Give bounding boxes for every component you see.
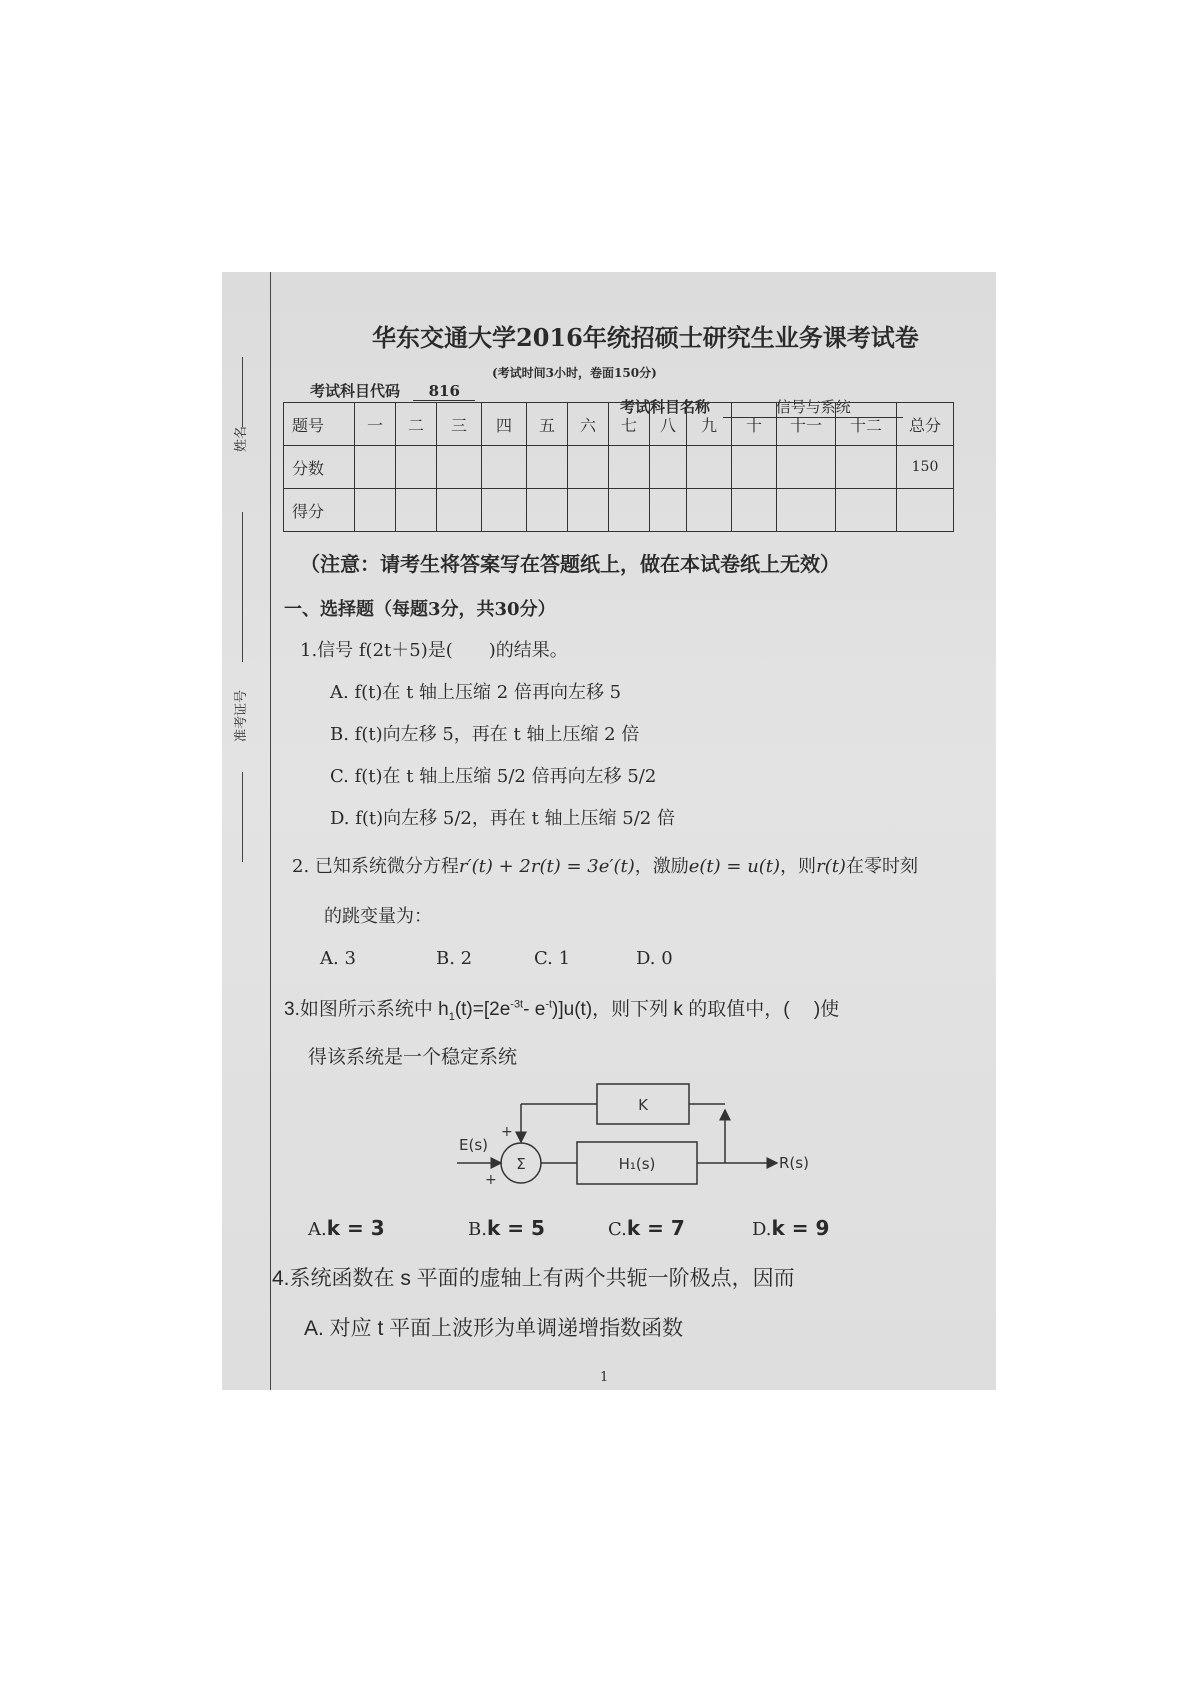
table-cell — [897, 489, 954, 532]
block-diagram — [457, 1082, 837, 1202]
table-cell: 三 — [437, 403, 482, 446]
table-cell: 分数 — [284, 446, 355, 489]
table-cell — [836, 446, 897, 489]
table-row — [284, 403, 954, 446]
page-number: 1 — [600, 1370, 609, 1385]
table-cell: 一 — [355, 403, 396, 446]
id-label: 准考证号 — [234, 689, 249, 742]
table-cell: 九 — [687, 403, 732, 446]
subject-name-value: 信号与系统 — [723, 396, 903, 418]
option-letter: B. — [468, 1219, 487, 1240]
table-row — [284, 446, 954, 489]
table-cell — [437, 446, 482, 489]
table-cell — [609, 489, 650, 532]
question-3-line2: 得该系统是一个稳定系统 — [308, 1047, 518, 1068]
table-cell — [687, 446, 732, 489]
table-cell: 十 — [732, 403, 777, 446]
id-field-line — [242, 512, 243, 662]
option-letter: C. — [608, 1219, 627, 1240]
table-cell — [568, 446, 609, 489]
question-2-equation: r′(t) + 2r(t) = 3e′(t) — [458, 856, 635, 877]
table-cell — [650, 446, 687, 489]
table-cell: 四 — [482, 403, 527, 446]
question-3-mid: (t)=[2e — [454, 999, 511, 1020]
question-2-r-symbol: r(t) — [816, 856, 846, 877]
question-2-mid2: ，则 — [780, 856, 817, 877]
table-cell: 八 — [650, 403, 687, 446]
question-1-stem: 1.信号 f(2t＋5)是( )的结果。 — [300, 640, 568, 661]
table-cell — [777, 489, 836, 532]
table-cell — [527, 446, 568, 489]
exam-paper — [222, 272, 996, 1390]
question-2-option-a: A. 3 — [320, 948, 356, 969]
question-3-exp2: -t — [545, 998, 553, 1011]
question-3-sub: 1 — [448, 1010, 455, 1023]
question-2-line2: 的跳变量为： — [324, 906, 432, 927]
question-3-suffix: )]u(t)，则下列 k 的取值中，( )使 — [552, 999, 840, 1020]
feedback-label: K — [638, 1096, 648, 1114]
table-cell: 得分 — [284, 489, 355, 532]
section-title: 一、选择题（每题3分，共30分） — [284, 599, 556, 620]
option-value: k = 7 — [626, 1216, 685, 1240]
name-field-line — [242, 357, 243, 427]
question-1-option-c: C. f(t)在 t 轴上压缩 5/2 倍再向左移 5/2 — [330, 766, 657, 787]
subject-code-label: 考试科目代码 — [310, 382, 401, 400]
question-2-mid: ，激励 — [634, 856, 689, 877]
output-label: R(s) — [779, 1154, 809, 1172]
exam-title: 华东交通大学2016年统招硕士研究生业务课考试卷 — [372, 323, 919, 352]
question-2-option-d: D. 0 — [636, 948, 673, 969]
table-cell — [355, 446, 396, 489]
table-cell — [650, 489, 687, 532]
notice: （注意：请考生将答案写在答题纸上，做在本试卷纸上无效） — [300, 552, 840, 576]
score-table — [283, 402, 954, 532]
question-2-prefix: 2. 已知系统微分方程 — [292, 856, 459, 877]
table-cell: 六 — [568, 403, 609, 446]
table-cell — [482, 446, 527, 489]
exam-subtitle: (考试时间3小时，卷面150分) — [492, 366, 657, 380]
question-2-stem — [292, 852, 918, 878]
subject-code-row — [310, 380, 475, 401]
question-3-option-d — [752, 1216, 829, 1240]
question-3-prefix: 3.如图所示系统中 h — [284, 999, 449, 1020]
question-1-option-b: B. f(t)向左移 5，再在 t 轴上压缩 2 倍 — [330, 724, 640, 745]
table-cell — [609, 446, 650, 489]
id-field-line-2 — [242, 772, 243, 862]
table-cell — [396, 489, 437, 532]
margin-line — [270, 272, 271, 1390]
option-letter: A. — [308, 1219, 327, 1240]
question-2-option-b: B. 2 — [436, 948, 473, 969]
question-3-option-b — [468, 1216, 545, 1240]
forward-label: H₁(s) — [618, 1155, 656, 1173]
table-cell — [527, 489, 568, 532]
name-label: 姓名 — [234, 425, 249, 452]
sum-symbol: Σ — [516, 1155, 526, 1173]
plus-bottom: + — [485, 1172, 497, 1188]
plus-top: + — [501, 1124, 513, 1140]
question-2-suffix: 在零时刻 — [845, 856, 918, 877]
table-cell: 题号 — [284, 403, 355, 446]
total-score-cell: 150 — [897, 446, 954, 489]
table-cell — [437, 489, 482, 532]
input-label: E(s) — [459, 1136, 488, 1154]
option-value: k = 5 — [486, 1216, 545, 1240]
question-3-stem — [284, 994, 839, 1023]
question-3-exp1: -3t — [510, 998, 524, 1011]
table-cell: 五 — [527, 403, 568, 446]
table-cell — [355, 489, 396, 532]
table-row — [284, 489, 954, 532]
question-4-stem: 4.系统函数在 s 平面的虚轴上有两个共轭一阶极点，因而 — [272, 1267, 795, 1290]
table-cell — [687, 489, 732, 532]
subject-code-value: 816 — [413, 382, 475, 401]
question-3-option-c — [608, 1216, 685, 1240]
table-cell — [396, 446, 437, 489]
table-cell: 二 — [396, 403, 437, 446]
table-cell — [777, 446, 836, 489]
question-4-option-a: A. 对应 t 平面上波形为单调递增指数函数 — [304, 1317, 684, 1340]
option-letter: D. — [752, 1219, 772, 1240]
question-1-option-d: D. f(t)向左移 5/2，再在 t 轴上压缩 5/2 倍 — [330, 808, 675, 829]
table-cell — [568, 489, 609, 532]
table-cell: 总分 — [897, 403, 954, 446]
option-value: k = 3 — [326, 1216, 385, 1240]
question-3-option-a — [308, 1216, 385, 1240]
question-1-option-a: A. f(t)在 t 轴上压缩 2 倍再向左移 5 — [330, 682, 622, 703]
subject-name-label: 考试科目名称 — [620, 398, 711, 416]
question-2-excitation: e(t) = u(t) — [688, 856, 781, 877]
table-cell — [836, 489, 897, 532]
question-2-option-c: C. 1 — [534, 948, 571, 969]
table-cell — [482, 489, 527, 532]
table-cell: 十二 — [836, 403, 897, 446]
table-cell — [732, 446, 777, 489]
table-cell: 十一 — [777, 403, 836, 446]
option-value: k = 9 — [771, 1216, 830, 1240]
question-3-mid2: - e — [523, 999, 546, 1020]
table-cell — [732, 489, 777, 532]
table-cell: 七 — [609, 403, 650, 446]
